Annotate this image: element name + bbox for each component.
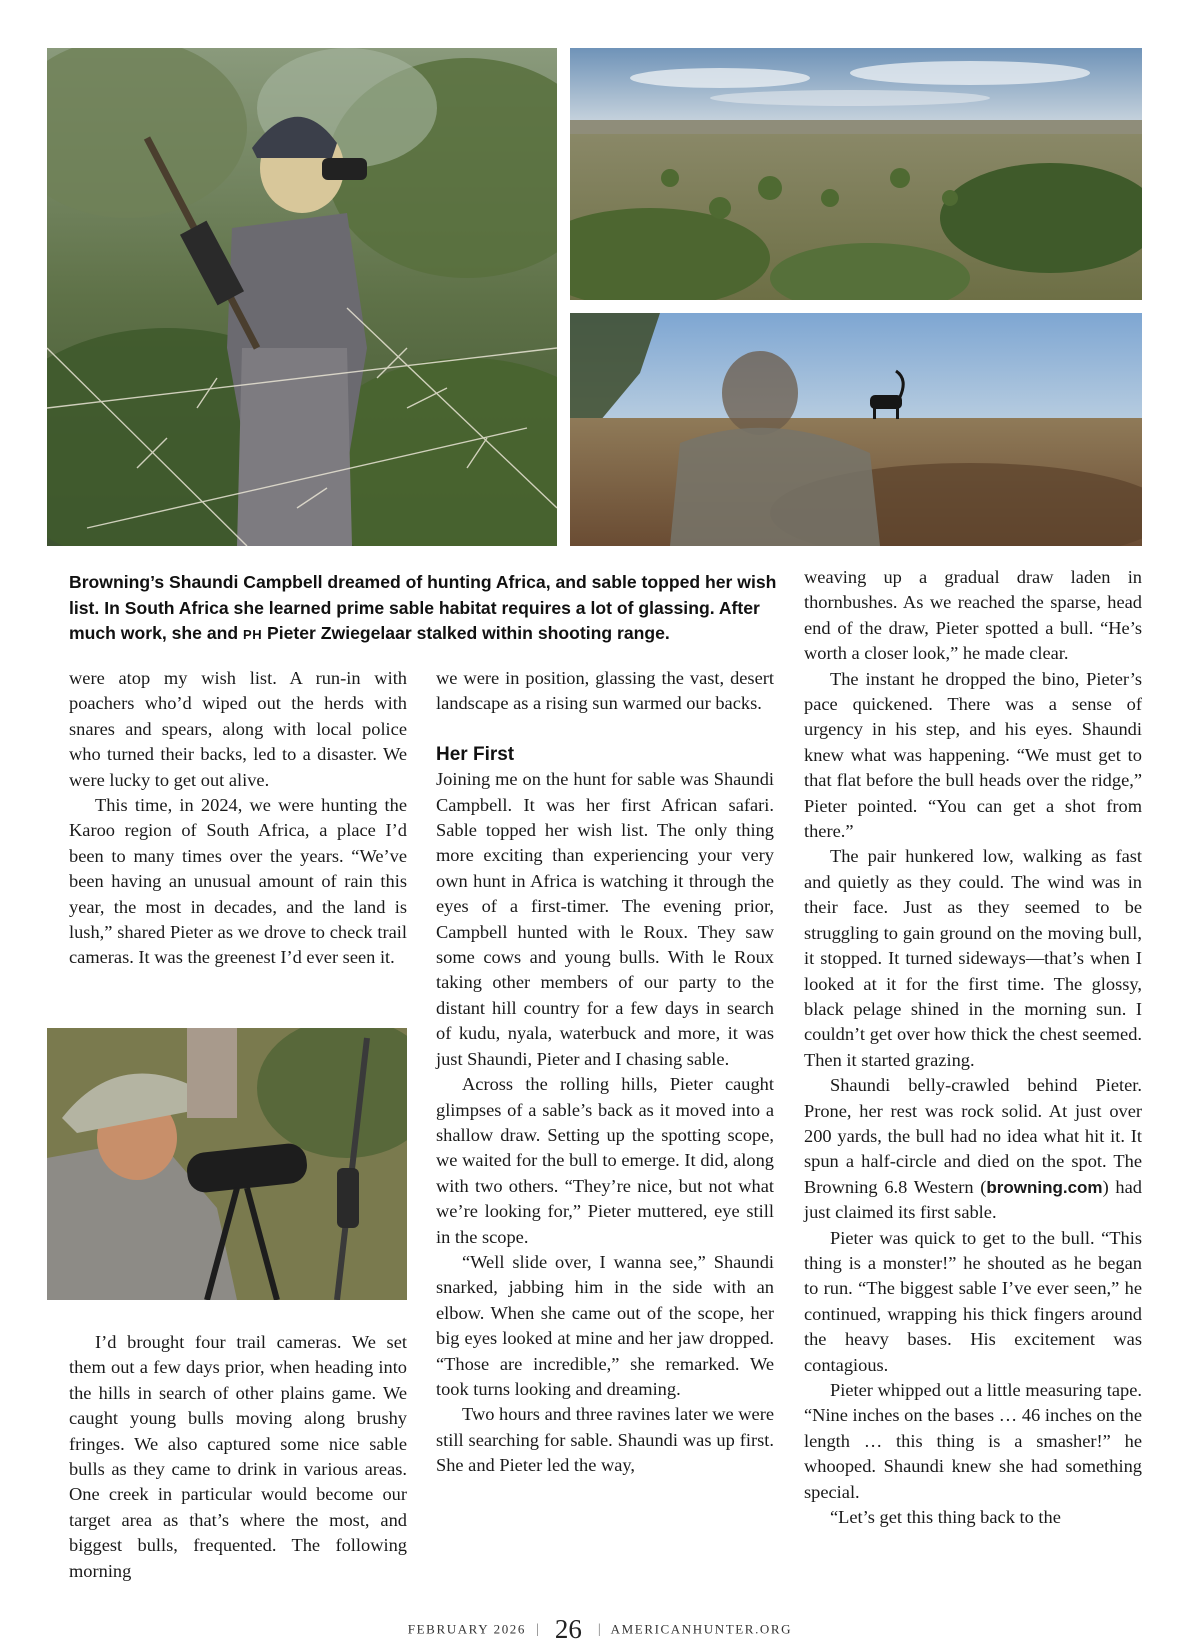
page-number: 26	[554, 1614, 582, 1644]
col2-paragraph: Across the rolling hills, Pieter caught glimpses of a sable’s back as it moved into a shallow draw. Setting up the spotting scope, we waited for the bull to emerge. It did, along with two others. “They’re nice, but not what we’re looking for,” Pieter muttered, eye still in the scope.	[436, 1074, 774, 1247]
karoo-landscape-photo	[570, 48, 1142, 300]
col3-paragraph: Pieter was quick to get to the bull. “This thing is a monster!” he shouted as he began to run. “The biggest sable I’ve ever seen,” he continued, wrapping his thick fingers around the heavy bases. His excitement was contagious.	[804, 1227, 1142, 1375]
col1-paragraph: This time, in 2024, we were hunting the Karoo region of South Africa, a place I’d been to many times over the years. “We’ve been having an unusual amount of rain this year, the most in decades, and the land is lush,” shared Pieter as we drove to check trail cameras. It was the greenest I’d ever seen it.	[69, 795, 407, 968]
section-heading: Her First	[436, 743, 515, 765]
col1-paragraph: were atop my wish list. A run-in with poachers who’d wiped out the herds with snares and spears, along with local police who turned their backs, led to a disaster. We were lucky to get out alive.	[69, 668, 407, 790]
column-3	[804, 565, 1142, 1530]
issue-date: FEBRUARY 2026	[407, 1621, 526, 1637]
col3-paragraph: Pieter whipped out a little measuring tape. “Nine inches on the bases … 46 inches on the length … this thing is a smasher!” he whooped. Shaundi knew she had something special.	[804, 1380, 1142, 1502]
column-2	[436, 666, 774, 1479]
website[interactable]: AMERICANHUNTER.ORG	[610, 1621, 793, 1637]
col3-paragraph: The pair hunkered low, walking as fast and quietly as they could. The wind was in their face. Just as they seemed to be struggling to gain ground on the moving bull, it stopped. It turned sideways—that’s when I looked at it for the first time. The glossy, black pelage shined in the morning sun. I couldn’t get over how thick the chest seemed. Then it started grazing.	[804, 846, 1142, 1070]
col3-paragraph: “Let’s get this thing back to the	[830, 1507, 1061, 1528]
col2-paragraph: Two hours and three ravines later we were still searching for sable. Shaundi was up first. She and Pieter led the way,	[436, 1404, 774, 1476]
col1-paragraph: I’d brought four trail cameras. We set them out a few days prior, when heading into the hills in search of other plains game. We caught young bulls moving along brushy fringes. We also captured some nice sable bulls as they came to drink in various areas. One creek in particular would become our target area as that’s where the most, and biggest bulls, frequented. The following morning	[69, 1332, 407, 1581]
page-footer	[0, 1614, 1200, 1645]
col3-paragraph: Shaundi belly-crawled behind Pieter. Prone, her rest was rock solid. At just over 200 yards, the bull had no idea what hit it. It spun a half-circle and died on the spot. The Browning 6.8 Western (browning.com) had just claimed its first sable.	[804, 1075, 1142, 1223]
sable-bull-photo	[570, 313, 1142, 546]
footer-separator: |	[536, 1621, 539, 1637]
col3-paragraph: weaving up a gradual draw laden in thornbushes. As we reached the sparse, head end of the draw, Pieter spotted a bull. “He’s worth a closer look,” he made clear.	[804, 567, 1142, 664]
col2-paragraph: “Well slide over, I wanna see,” Shaundi snarked, jabbing him in the side with an elbow. When she came out of the scope, her big eyes looked at mine and her jaw dropped. “Those are incredible,” she remarked. We took turns looking and dreaming.	[436, 1251, 774, 1399]
footer-separator: |	[597, 1621, 601, 1637]
column-1	[69, 666, 407, 971]
browning-link[interactable]: browning.com	[986, 1177, 1103, 1197]
col2-paragraph: we were in position, glassing the vast, desert landscape as a rising sun warmed our backs.	[436, 668, 774, 714]
photo-caption: Browning’s Shaundi Campbell dreamed of hunting Africa, and sable topped her wish list. In South Africa she learned prime sable habitat requires a lot of glassing. After much work, she and PH Pieter Zwiegelaar stalked within shooting range.	[69, 572, 777, 643]
hunter-glassing-photo	[47, 48, 557, 546]
col3-paragraph: The instant he dropped the bino, Pieter’s pace quickened. There was a sense of urgency in his step, and his eyes. Shaundi knew what was happening. “We must get to that flat before the bull heads over the ridge,” Pieter pointed. “You can get a shot from there.”	[804, 668, 1142, 842]
col2-paragraph: Joining me on the hunt for sable was Shaundi Campbell. It was her first African safari. Sable topped her wish list. The only thing more exciting than experiencing your very own hunt in Africa is watching it through the eyes of a first-timer. The evening prior, Campbell hunted with le Roux. They saw some cows and young bulls. With le Roux taking other members of our party to the distant hill country for a few days in search of kudu, nyala, waterbuck and more, it was just Shaundi, Pieter and I chasing sable.	[436, 769, 774, 1069]
spotting-scope-photo	[47, 1028, 407, 1300]
column-1-continued	[69, 1330, 407, 1584]
